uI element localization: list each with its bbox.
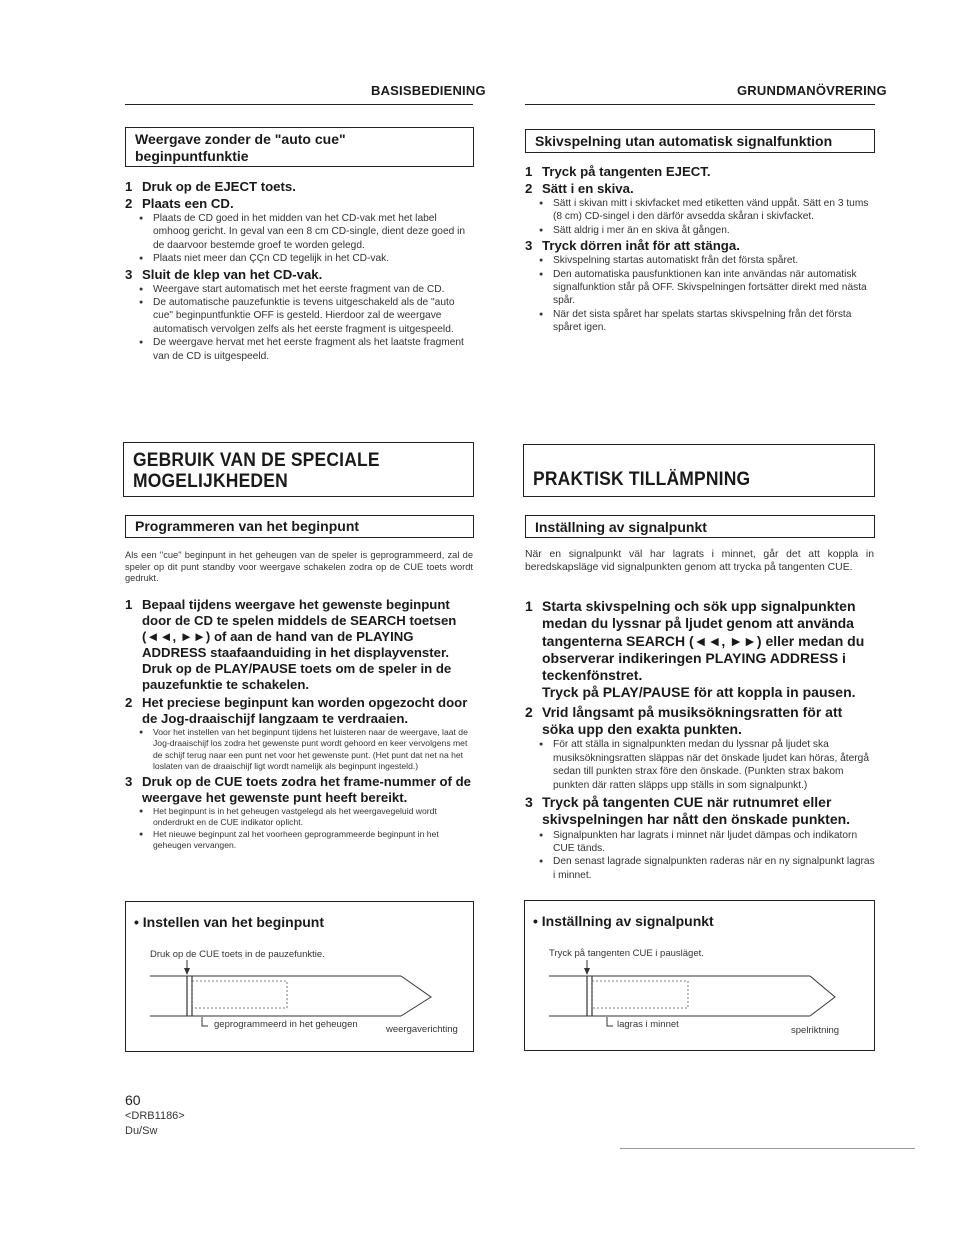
left-diagram-title: • Instellen van het beginpunt — [134, 914, 325, 930]
bullet-list — [125, 212, 475, 266]
section-header-left: BASISBEDIENING — [371, 83, 486, 98]
step-instruction: Bepaal tijdens weergave het gewenste beginpunt door de CD te spelen middels de SEARCH toetsen (◄◄, ►►) of aan de hand van de PLAYING ADDRESS staafaanduiding in het displayvenster. — [142, 597, 457, 660]
step-instruction: Starta skivspelning och sök upp signalpunkten medan du lyssnar på ljudet genom att använda tangenterna SEARCH (◄◄, ►►) eller medan du observerar indikeringen PLAYING ADDRESS i teckenfönstret. — [542, 598, 865, 684]
step-text — [525, 164, 875, 180]
step-number: 2 — [125, 695, 133, 710]
bullet-item: ● Sätt i skivan mitt i skivfacket med etiketten vänd uppåt. Sätt en 3 tums (8 cm) CD-singel i den därför avsedda skåran i skivfacket. — [553, 197, 875, 224]
bullet-item: ● Voor het instellen van het beginpunt tijdens het luisteren naar de weergave, laat de Jog-draaischijf los zodra het gewenste punt wordt gehoord en keer vervolgens met de schijf terug naar een punt net voor het gewenste punt. (Het punt dat net na het loslaten van de draaischijf ligt wordt namelijk als beginpunt ingesteld.) — [153, 727, 475, 772]
direction-arrow-head — [401, 976, 431, 1016]
step-instruction: Tryck på tangenten CUE när rutnumret eller skivspelningen har nått den önskade punkten. — [542, 794, 851, 828]
step-number: 3 — [525, 238, 533, 254]
bullet-item: ● Plaats niet meer dan ÇÇn CD tegelijk in het CD-vak. — [153, 252, 475, 265]
bullet-item: ● De automatische pauzefunktie is tevens uitgeschakeld als de "auto cue" beginpuntfunktie OFF is gesteld. Hierdoor zal de weergave automatisch vervolgen zelfs als het eerste fragment is uitgespeeld. — [153, 296, 475, 336]
step-number: 1 — [525, 598, 533, 614]
left-section-title-box — [123, 442, 474, 497]
step-text — [125, 774, 475, 806]
bullet-item: ● Het nieuwe beginpunt zal het voorheen geprogrammeerde beginpunt in het geheugen vervangen. — [153, 829, 475, 852]
bullet-item: ● Weergave start automatisch met het eerste fragment van de CD. — [153, 283, 475, 296]
step-3 — [125, 267, 475, 363]
step-2 — [525, 181, 875, 237]
right-diagram-box — [524, 900, 875, 1051]
left-top-steps — [125, 179, 475, 364]
step-number: 2 — [525, 181, 533, 196]
step-instruction: Druk op de EJECT toets. — [142, 179, 296, 194]
step-instruction: Sluit de klep van het CD-vak. — [142, 266, 323, 282]
step-text — [525, 238, 875, 254]
right-section-title: PRAKTISK TILLÄMPNING — [533, 469, 751, 490]
step-number: 1 — [125, 179, 133, 194]
bullet-list — [525, 829, 875, 883]
step-3 — [525, 794, 875, 882]
step-2 — [525, 704, 875, 792]
doc-code: <DRB1186> — [125, 1110, 185, 1122]
cue-marker-arrowhead — [584, 968, 590, 975]
step-number: 2 — [125, 196, 133, 211]
step-instruction: Tryck på tangenten EJECT. — [542, 164, 711, 179]
step-instruction: Druk op de CUE toets zodra het frame-nummer of de weergave het gewenste punt heeft bereikt. — [142, 774, 471, 806]
bullet-item: ● Den automatiska pausfunktionen kan inte användas när automatisk signalfunktion står på OFF. Skivspelningen fortsätter direkt med nästa spår. — [553, 268, 875, 308]
step-number: 1 — [525, 164, 533, 179]
step-text — [125, 267, 475, 283]
right-section-steps — [525, 598, 875, 884]
step-number: 1 — [125, 597, 133, 612]
bullet-item: ● För att ställa in signalpunkten medan du lyssnar på ljudet ska musiksökningsratten släppas när det önskade ljudet kan höras, återgå sedan till punkten strax före den önskade. (Punkten strax bakom punkten där ratten släpps upp ställs in som signalpunkt.) — [553, 738, 875, 792]
bullet-list — [125, 283, 475, 363]
bullet-item: ● Sätt aldrig i mer än en skiva åt gången. — [553, 224, 875, 237]
step-text — [525, 704, 875, 739]
bullet-item: ● De weergave hervat met het eerste fragment als het laatste fragment van de CD is uitgespeeld. — [153, 336, 475, 363]
bullet-item: ● Het beginpunt is in het geheugen vastgelegd als het weergavegeluid wordt onderdrukt en de CUE indikator oplicht. — [153, 806, 475, 829]
step-text — [125, 196, 475, 212]
bullet-list — [525, 197, 875, 237]
step-instruction-continued: Tryck på PLAY/PAUSE för att koppla in pausen. — [542, 684, 856, 701]
step-number: 3 — [525, 794, 533, 810]
step-1 — [125, 597, 475, 693]
right-top-box — [525, 129, 875, 153]
step-instruction: Vrid långsamt på musiksökningsratten för att söka upp den exakta punkten. — [542, 703, 843, 738]
left-diagram-caption: Druk op de CUE toets in de pauzefunktie. — [150, 949, 325, 960]
left-diagram-box — [125, 901, 474, 1052]
memory-region — [592, 981, 688, 1008]
direction-arrow-head — [810, 976, 835, 1016]
step-instruction: Plaats een CD. — [142, 196, 234, 211]
bullet-list — [125, 727, 475, 772]
step-3 — [525, 238, 875, 334]
step-number: 3 — [125, 774, 133, 790]
bullet-item: ● Skivspelning startas automatiskt från det första spåret. — [553, 254, 875, 267]
step-text — [525, 181, 875, 197]
left-diagram-direction-label: weergaverichting — [386, 1024, 458, 1035]
step-text — [525, 598, 875, 684]
memory-label-leader — [607, 1017, 613, 1026]
left-intro: Als een "cue" beginpunt in het geheugen van de speler is geprogrammeerd, zal de speler op dit punt standby voor weergave schakelen zodra op de CUE toets wordt gedrukt. — [125, 550, 473, 584]
left-top-box-title: Weergave zonder de "auto cue" beginpuntfunktie — [135, 131, 346, 164]
right-diagram-direction-label: spelriktning — [791, 1025, 840, 1036]
step-number: 2 — [525, 703, 533, 720]
bullet-item: ● När det sista spåret har spelats startas skivspelning från det första spåret igen. — [553, 308, 875, 335]
step-text — [525, 794, 875, 829]
left-sub-title: Programmeren van het beginpunt — [135, 518, 360, 534]
right-top-steps — [525, 164, 875, 336]
bullet-list — [525, 738, 875, 792]
step-1 — [125, 179, 475, 195]
left-section-title-line2: MOGELIJKHEDEN — [133, 471, 288, 492]
page-number: 60 — [125, 1092, 141, 1108]
step-3 — [125, 774, 475, 851]
step-instruction: Tryck dörren inåt för att stänga. — [542, 238, 740, 254]
right-top-box-title: Skivspelning utan automatisk signalfunktion — [535, 133, 833, 149]
left-sub-box — [125, 515, 474, 538]
left-top-box — [125, 127, 474, 167]
step-instruction: Het preciese beginpunt kan worden opgezocht door de Jog-draaischijf langzaam te verdraaien. — [142, 695, 468, 726]
step-instruction: Sätt i en skiva. — [542, 181, 634, 196]
step-text — [125, 597, 475, 661]
header-rule-left — [125, 104, 473, 105]
left-diagram-memory-label: geprogrammeerd in het geheugen — [214, 1019, 358, 1030]
step-number: 3 — [125, 266, 133, 282]
cue-marker-arrowhead — [184, 968, 190, 975]
section-header-right: GRUNDMANÖVRERING — [737, 83, 887, 98]
step-1 — [525, 598, 875, 702]
step-text — [125, 695, 475, 727]
language-code: Du/Sw — [125, 1125, 158, 1137]
right-sub-title: Inställning av signalpunkt — [535, 519, 707, 535]
bullet-item: ● Plaats de CD goed in het midden van het CD-vak met het label omhoog gericht. In geval van een 8 cm CD-single, dient deze goed in de daarvoor bestemde groef te worden gelegd. — [153, 212, 475, 252]
right-intro: När en signalpunkt väl har lagrats i minnet, går det att koppla in beredskapsläge vid signalpunkten genom att trycka på tangenten CUE. — [525, 549, 874, 573]
bullet-item: ● Signalpunkten har lagrats i minnet när ljudet dämpas och indikatorn CUE tänds. — [553, 829, 875, 856]
right-diagram-caption: Tryck på tangenten CUE i pausläget. — [549, 948, 704, 959]
footer-rule — [620, 1148, 915, 1149]
step-2 — [125, 695, 475, 772]
step-instruction-continued: Druk op de PLAY/PAUSE toets om de speler in de pauzefunktie te schakelen. — [142, 661, 452, 692]
memory-label-leader — [202, 1017, 208, 1026]
right-diagram-title: • Inställning av signalpunkt — [533, 913, 714, 929]
step-1 — [525, 164, 875, 180]
bullet-item: ● Den senast lagrade signalpunkten raderas när en ny signalpunkt lagras i minnet. — [553, 855, 875, 882]
right-diagram-memory-label: lagras i minnet — [617, 1019, 679, 1030]
right-sub-box — [525, 515, 875, 538]
right-section-title-box — [523, 444, 875, 497]
bullet-list — [525, 254, 875, 334]
header-rule-right — [525, 104, 875, 105]
step-2 — [125, 196, 475, 266]
left-section-title-line1: GEBRUIK VAN DE SPECIALE — [133, 450, 380, 471]
left-section-steps — [125, 597, 475, 853]
bullet-list — [125, 806, 475, 851]
step-text — [125, 179, 475, 195]
memory-region — [192, 981, 287, 1008]
